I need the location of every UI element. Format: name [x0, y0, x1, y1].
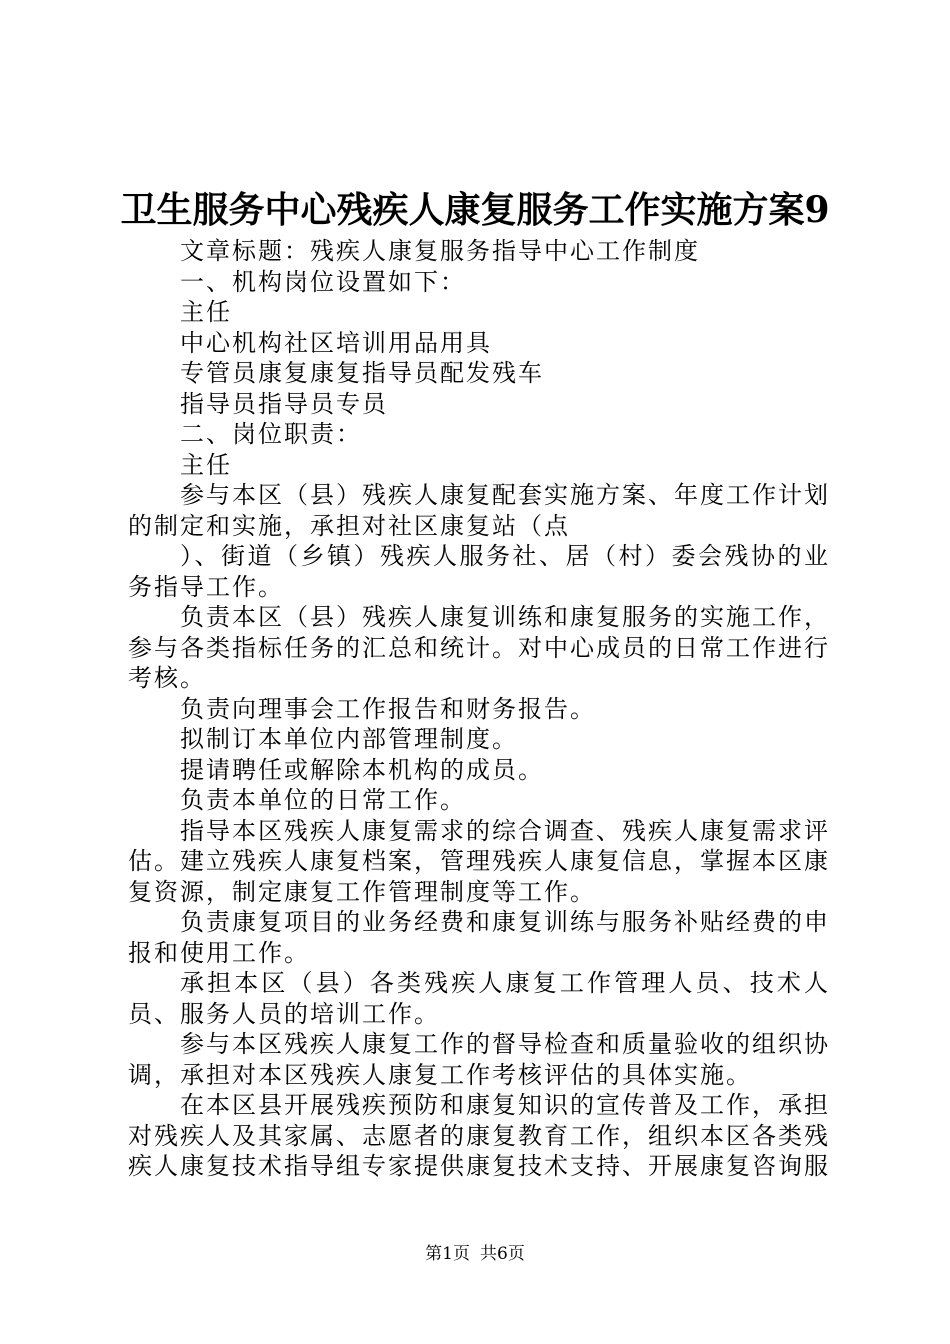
body-paragraph: 负责本单位的日常工作。	[180, 786, 466, 814]
page-number-total: 共6页	[480, 1244, 525, 1264]
body-paragraph: 负责本区（县）残疾人康复训练和康复服务的实施工作，参与各类指标任务的汇总和统计。对中心成员的日常工作进行考核。	[128, 603, 830, 692]
body-paragraph: 在本区县开展残疾预防和康复知识的宣传普及工作，承担对残疾人及其家属、志愿者的康复教育工作，组织本区各类残疾人康复技术指导组专家提供康复技术支持、开展康复咨询服	[128, 1091, 830, 1180]
body-paragraph: 参与本区残疾人康复工作的督导检查和质量验收的组织协调，承担对本区残疾人康复工作考核评估的具体实施。	[128, 1030, 830, 1089]
page-number-current: 第1页	[425, 1244, 470, 1264]
body-paragraph: 拟制订本单位内部管理制度。	[180, 725, 518, 753]
body-paragraph: ）、街道（乡镇）残疾人服务社、居（村）委会残协的业务指导工作。	[128, 542, 830, 601]
body-paragraph: 文章标题：残疾人康复服务指导中心工作制度	[180, 237, 700, 265]
document-body	[128, 236, 830, 1182]
body-paragraph: 主任	[180, 450, 232, 479]
body-paragraph: 专管员康复康复指导员配发残车	[180, 359, 544, 387]
body-paragraph: 一、机构岗位设置如下：	[180, 267, 466, 296]
page-footer	[0, 1243, 950, 1265]
body-paragraph: 负责向理事会工作报告和财务报告。	[180, 694, 596, 723]
body-paragraph: 参与本区（县）残疾人康复配套实施方案、年度工作计划的制定和实施，承担对社区康复站（点	[128, 481, 830, 540]
body-paragraph: 承担本区（县）各类残疾人康复工作管理人员、技术人员、服务人员的培训工作。	[128, 969, 830, 1028]
body-paragraph: 二、岗位职责：	[180, 420, 362, 448]
body-paragraph: 主任	[180, 298, 232, 326]
body-paragraph: 提请聘任或解除本机构的成员。	[180, 755, 544, 784]
body-paragraph: 负责康复项目的业务经费和康复训练与服务补贴经费的申报和使用工作。	[128, 908, 830, 967]
body-paragraph: 指导本区残疾人康复需求的综合调查、残疾人康复需求评估。建立残疾人康复档案，管理残疾人康复信息，掌握本区康复资源，制定康复工作管理制度等工作。	[128, 816, 830, 906]
body-paragraph: 指导员指导员专员	[180, 389, 388, 418]
body-paragraph: 中心机构社区培训用品用具	[180, 328, 492, 357]
document-title: 卫生服务中心残疾人康复服务工作实施方案9	[120, 189, 830, 231]
